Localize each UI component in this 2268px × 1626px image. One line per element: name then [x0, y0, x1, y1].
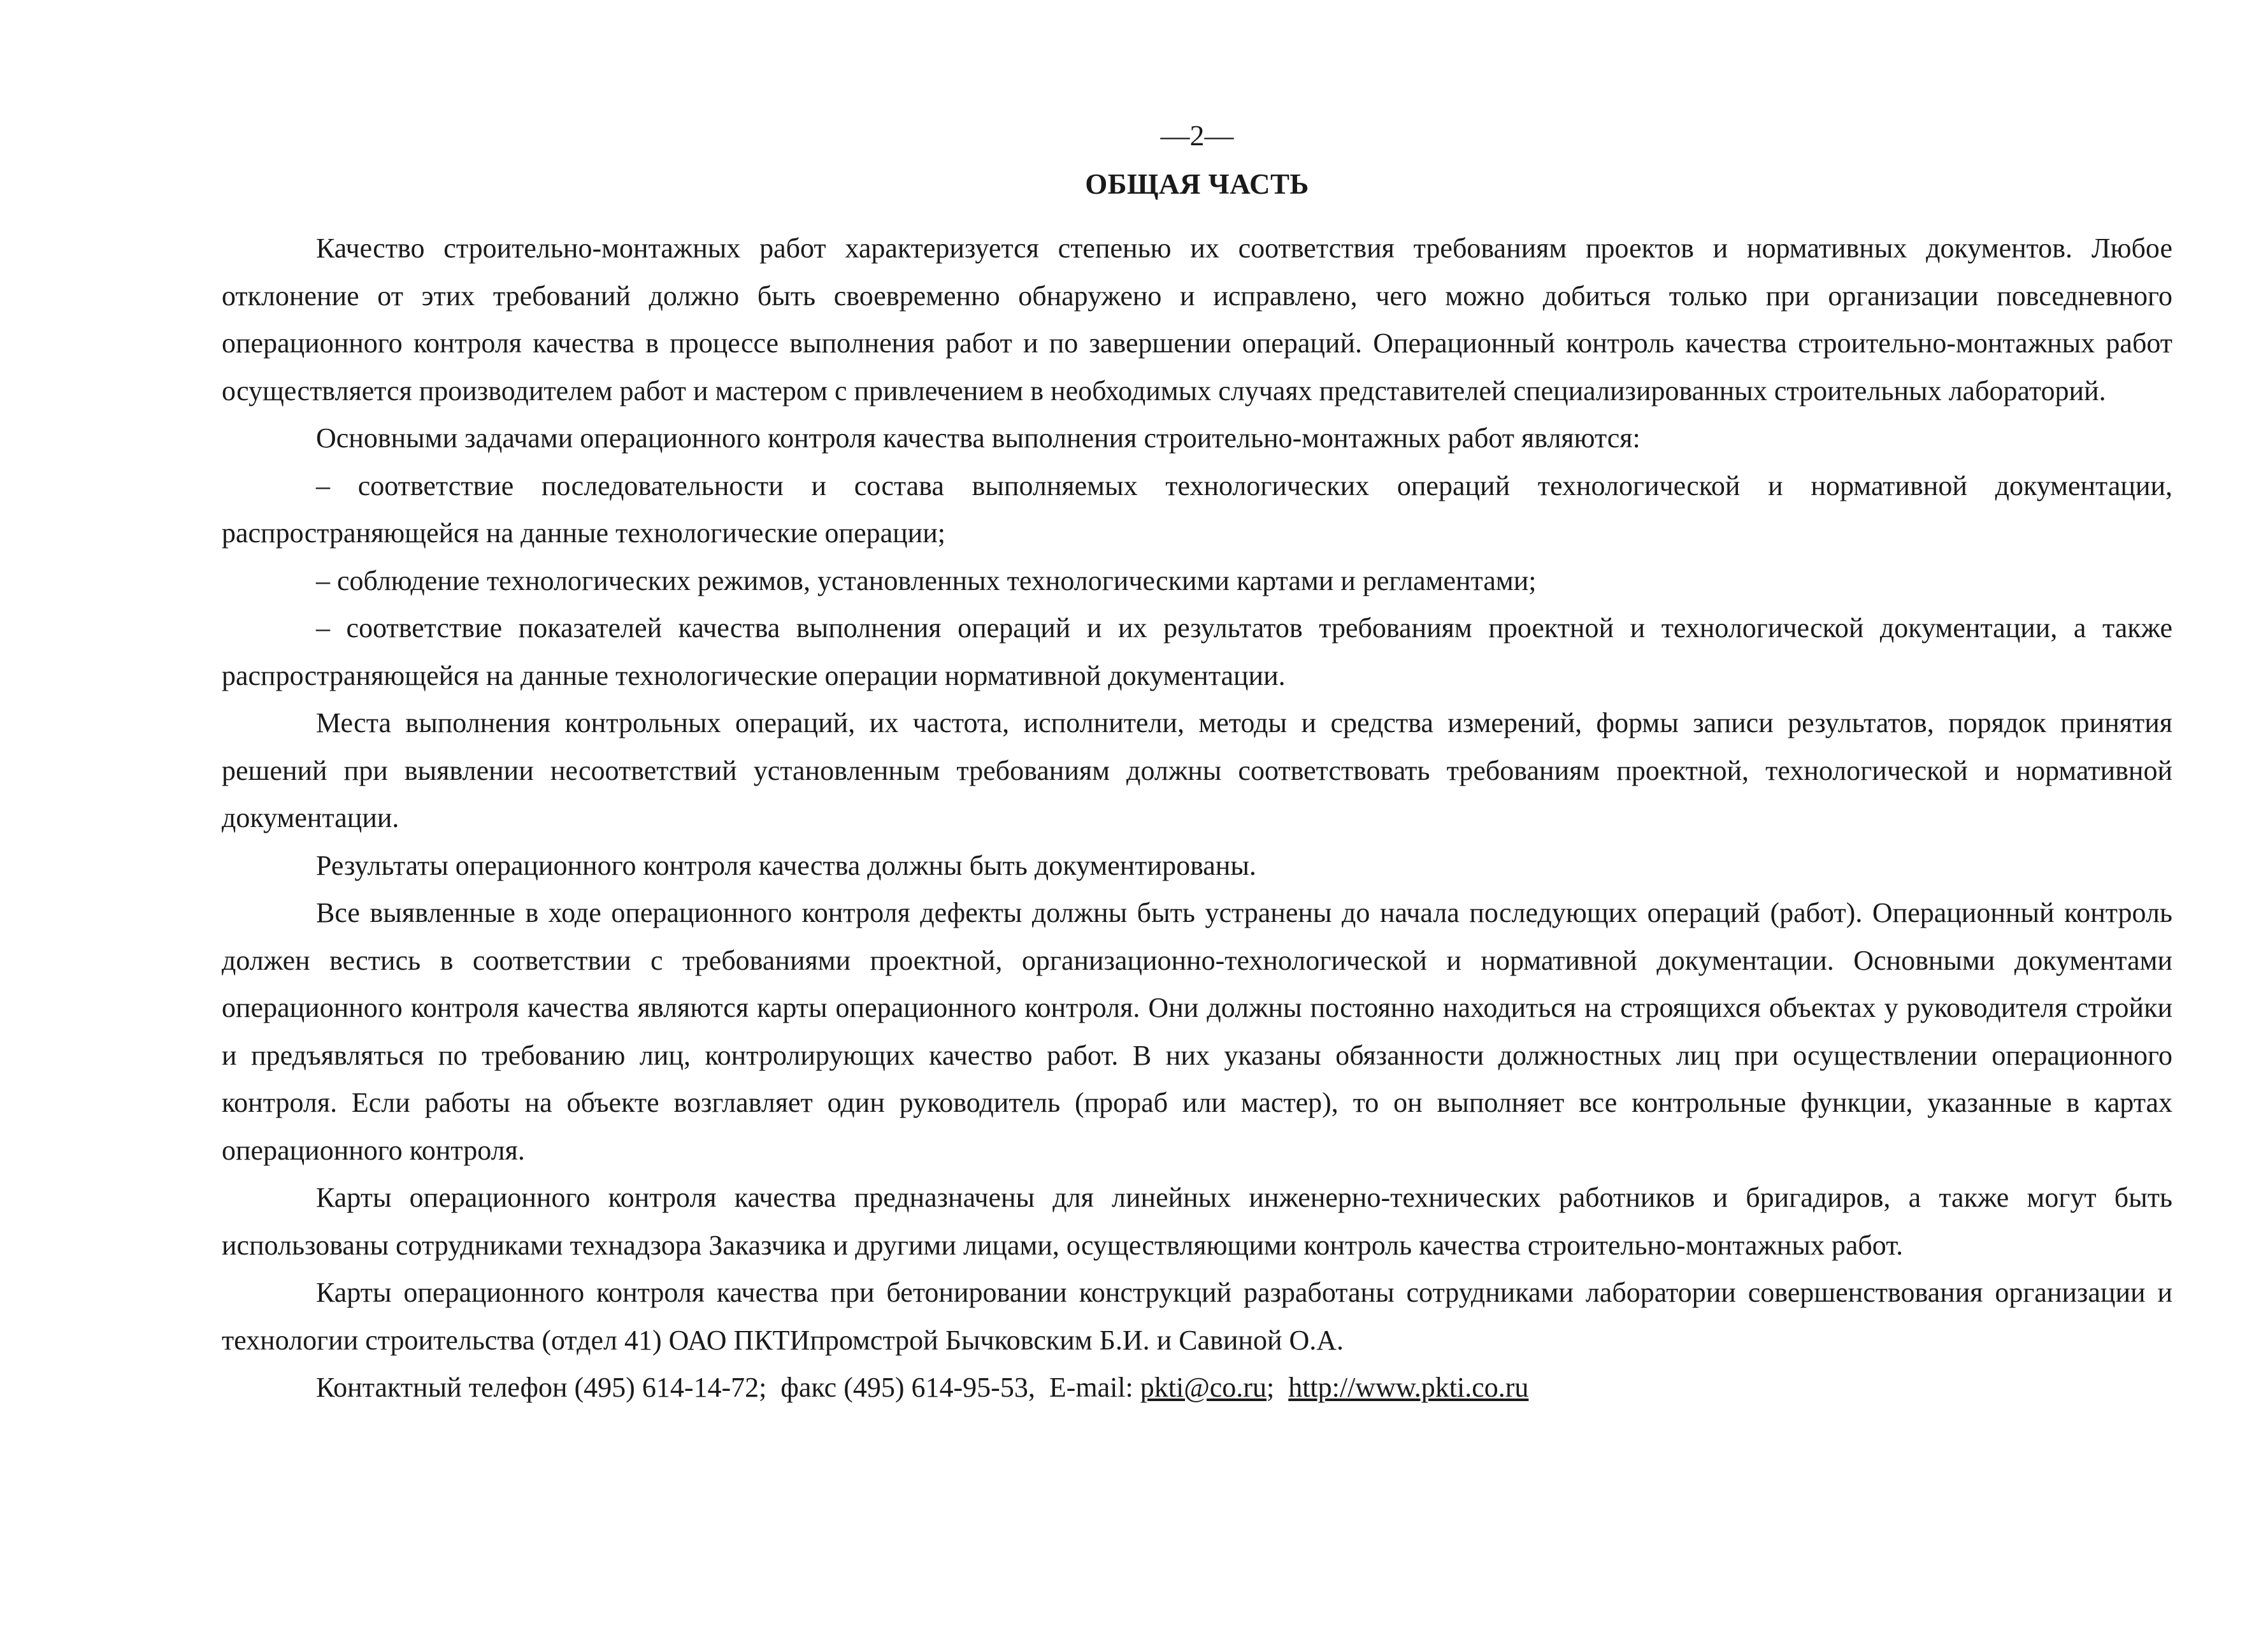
paragraph-tasks-intro: Основными задачами операционного контроля качества выполнения строительно-монтажных работ являются:	[316, 422, 1640, 454]
contact-phone: Контактный телефон (495) 614-14-72;	[316, 1372, 767, 1403]
paragraph-control-places: Места выполнения контрольных операций, их частота, исполнители, методы и средства измерений, формы записи результатов, порядок принятия решений при выявлении несоответствий установленным требованиям должны соответствовать требованиям проектной, технологической и нормативной документации.	[222, 707, 2172, 833]
paragraph-cards-purpose: Карты операционного контроля качества предназначены для линейных инженерно-технических работников и бригадиров, а также могут быть использованы сотрудниками технадзора Заказчика и другими лицами, осуществляющими контроль качества строительно-монтажных работ.	[222, 1182, 2172, 1261]
contact-email-label: E-mail:	[1049, 1372, 1133, 1403]
list-item-indicators: – соответствие показателей качества выполнения операций и их результатов требованиям проектной и технологической документации, а также распространяющейся на данные технологические операции нормативной документации.	[222, 612, 2172, 691]
page-number: —2—	[1160, 119, 1234, 152]
contact-website-link[interactable]: http://www.pkti.co.ru	[1288, 1372, 1529, 1403]
document-page	[222, 118, 2172, 1412]
contacts-line	[222, 1364, 2172, 1412]
section-title: ОБЩАЯ ЧАСТЬ	[1085, 168, 1309, 200]
paragraph-results-documented: Результаты операционного контроля качества должны быть документированы.	[316, 849, 1256, 881]
list-item-sequence: – соответствие последовательности и состава выполняемых технологических операций технологической и нормативной документации, распространяющейся на данные технологические операции;	[222, 470, 2172, 549]
paragraph-defects: Все выявленные в ходе операционного контроля дефекты должны быть устранены до начала последующих операций (работ). Операционный контроль должен вестись в соответствии с требованиями проектной, организационно-технологической и нормативной документации. Основными документами операционного контроля качества являются карты операционного контроля. Они должны постоянно находиться на строящихся объектах у руководителя стройки и предъявляться по требованию лиц, контролирующих качество работ. В них указаны обязанности должностных лиц при осуществлении операционного контроля. Если работы на объекте возглавляет один руководитель (прораб или мастер), то он выполняет все контрольные функции, указанные в картах операционного контроля.	[222, 897, 2172, 1166]
paragraph-quality-definition: Качество строительно-монтажных работ характеризуется степенью их соответствия требованиям проектов и нормативных документов. Любое отклонение от этих требований должно быть своевременно обнаружено и исправлено, чего можно добиться только при организации повседневного операционного контроля качества в процессе выполнения работ и по завершении операций. Операционный контроль качества строительно-монтажных работ осуществляется производителем работ и мастером с привлечением в необходимых случаях представителей специализированных строительных лабораторий.	[222, 233, 2172, 406]
paragraph-authors: Карты операционного контроля качества при бетонировании конструкций разработаны сотрудниками лаборатории совершенствования организации и технологии строительства (отдел 41) ОАО ПКТИпромстрой Бычковским Б.И. и Савиной О.А.	[222, 1277, 2172, 1356]
contact-email-link[interactable]: pkti@co.ru	[1140, 1372, 1267, 1403]
contact-separator: ;	[1266, 1372, 1275, 1403]
contact-fax: факс (495) 614-95-53,	[780, 1372, 1035, 1403]
list-item-modes: – соблюдение технологических режимов, установленных технологическими картами и регламентами;	[316, 565, 1537, 596]
